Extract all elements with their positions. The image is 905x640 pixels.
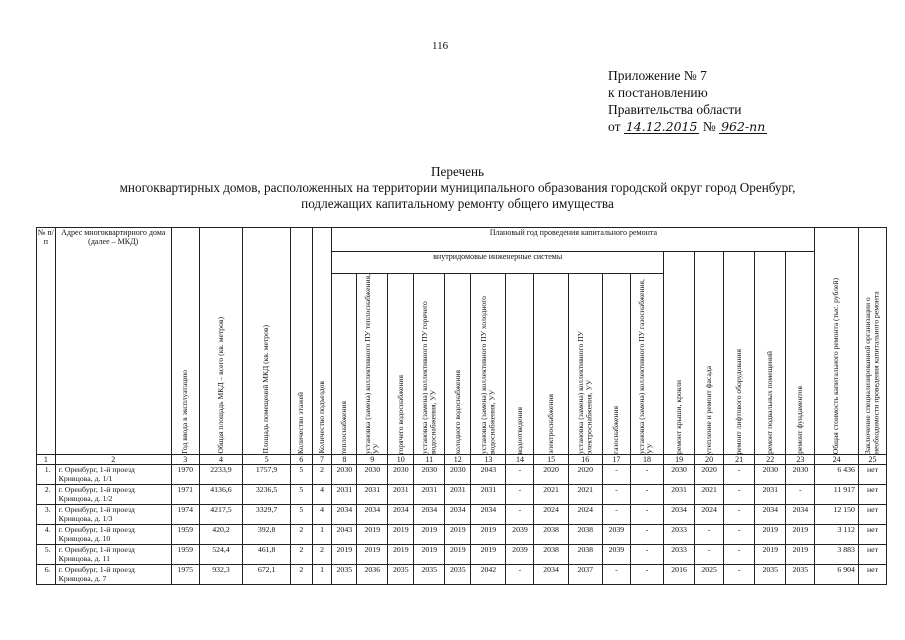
table-row — [37, 465, 887, 485]
title-line-3: подлежащих капитальному ремонту общего имущества — [301, 196, 614, 211]
table-cell: 2035 — [388, 565, 414, 585]
table-cell: 12 150 — [815, 505, 859, 525]
header-year-built: Год ввода в эксплуатацию — [179, 370, 189, 454]
table-cell: 2034 — [534, 565, 568, 585]
table-cell: 1. — [37, 465, 56, 485]
header-c15-cell — [534, 274, 568, 455]
table-cell: - — [630, 485, 663, 505]
table-cell: 2039 — [506, 545, 534, 565]
header-electricity-meter: установка (замена) коллективного ПУ электроснабжения, УУ — [575, 330, 594, 454]
header-elevator: ремонт лифтового оборудования — [733, 348, 743, 454]
handwritten-number: 962-пп — [721, 119, 766, 134]
table-cell: 1 — [312, 565, 332, 585]
table-row — [37, 485, 887, 505]
table-cell: - — [506, 465, 534, 485]
header-drainage: водоотведения — [514, 406, 524, 454]
table-cell: нет — [858, 485, 886, 505]
table-cell: 2030 — [755, 465, 786, 485]
table-cell: 1970 — [171, 465, 199, 485]
table-cell: - — [786, 485, 815, 505]
table-cell: - — [695, 525, 724, 545]
header-entrances-cell — [312, 228, 332, 455]
table-cell: 2. — [37, 485, 56, 505]
table-cell: - — [602, 565, 630, 585]
header-c18-cell — [630, 274, 663, 455]
header-gas-meter: установка (замена) коллективного ПУ газоснабжения, УУ — [637, 279, 655, 454]
table-cell: 2 — [312, 545, 332, 565]
table-cell: 2030 — [357, 465, 388, 485]
header-c8-cell — [332, 274, 357, 455]
table-cell: 1959 — [171, 525, 199, 545]
table-cell: 4 — [312, 505, 332, 525]
table-cell: 3236,5 — [243, 485, 291, 505]
title-line-1: Перечень — [430, 164, 485, 179]
table-cell: - — [695, 545, 724, 565]
table-cell: 2037 — [568, 565, 602, 585]
table-cell: нет — [858, 525, 886, 545]
table-cell: 5 — [290, 465, 312, 485]
table-cell: 2019 — [755, 525, 786, 545]
appendix-line-2: к постановлению — [608, 85, 708, 100]
table-cell: 2024 — [568, 505, 602, 525]
table-cell: - — [724, 505, 755, 525]
table-cell: 2031 — [445, 485, 471, 505]
table-cell: - — [724, 485, 755, 505]
table-cell: - — [724, 565, 755, 585]
table-cell: 2043 — [471, 465, 506, 485]
table-cell: 4136,6 — [199, 485, 243, 505]
table-cell: 4217,5 — [199, 505, 243, 525]
table-cell: - — [630, 505, 663, 525]
table-cell: - — [630, 525, 663, 545]
table-cell: 2 — [290, 525, 312, 545]
address-cell: г. Оренбург, 1-й проезд Кривцова, д. 1/2 — [55, 485, 171, 505]
table-row — [37, 565, 887, 585]
table-cell: 2034 — [471, 505, 506, 525]
header-foundation-cell — [786, 252, 815, 455]
table-cell: 2034 — [755, 505, 786, 525]
table-cell: 2024 — [695, 505, 724, 525]
appendix-number-label: № — [702, 119, 716, 134]
table-cell: 2031 — [755, 485, 786, 505]
table-cell: 2035 — [755, 565, 786, 585]
header-engineering-systems: внутридомовые инженерные системы — [332, 252, 664, 274]
table-body — [37, 465, 887, 585]
table-cell: 1971 — [171, 485, 199, 505]
header-electricity: электроснабжения — [545, 394, 555, 454]
header-hot-water: горячего водоснабжения — [395, 374, 405, 454]
header-facade-cell — [695, 252, 724, 455]
table-cell: 2019 — [357, 545, 388, 565]
table-cell: 2035 — [445, 565, 471, 585]
header-c13-cell — [471, 274, 506, 455]
header-total-area: Общая площадь МКД – всего (кв. метров) — [215, 317, 225, 454]
table-cell: 2031 — [414, 485, 445, 505]
header-c10-cell — [388, 274, 414, 455]
page-number: 116 — [432, 40, 449, 52]
table-cell: 2019 — [414, 525, 445, 545]
header-c14-cell — [506, 274, 534, 455]
column-number: 15 — [534, 455, 568, 465]
header-c16-cell — [568, 274, 602, 455]
table-cell: 2019 — [388, 525, 414, 545]
header-conclusion: Заключение специализированной организации о необходимости проведения капитального ремонта — [862, 291, 881, 454]
table-cell: 2031 — [357, 485, 388, 505]
table-cell: 2019 — [445, 545, 471, 565]
table-cell: 1974 — [171, 505, 199, 525]
header-cost: Общая стоимость капитального ремонта (тыс. рублей) — [831, 277, 841, 454]
table-cell: - — [630, 545, 663, 565]
table-cell: 11 917 — [815, 485, 859, 505]
table-cell: - — [630, 465, 663, 485]
column-number: 6 — [290, 455, 312, 465]
table-cell: нет — [858, 545, 886, 565]
address-cell: г. Оренбург, 1-й проезд Кривцова, д. 7 — [55, 565, 171, 585]
column-number: 13 — [471, 455, 506, 465]
header-basement: ремонт подвальных помещений — [765, 351, 775, 454]
table-cell: 2016 — [664, 565, 695, 585]
column-number: 1 — [37, 455, 56, 465]
table-cell: нет — [858, 565, 886, 585]
column-number: 22 — [755, 455, 786, 465]
table-row — [37, 505, 887, 525]
header-c11-cell — [414, 274, 445, 455]
table-cell: - — [724, 465, 755, 485]
table-cell: 2039 — [506, 525, 534, 545]
header-total-area-cell — [199, 228, 243, 455]
table-cell: 2019 — [332, 545, 357, 565]
column-number: 12 — [445, 455, 471, 465]
table-cell: 2030 — [786, 465, 815, 485]
table-cell: 2034 — [332, 505, 357, 525]
table-row — [37, 545, 887, 565]
table-cell: 5 — [290, 485, 312, 505]
table-cell: - — [602, 505, 630, 525]
address-cell: г. Оренбург, 1-й проезд Кривцова, д. 1/1 — [55, 465, 171, 485]
table-cell: 2034 — [388, 505, 414, 525]
header-heating: теплоснабжения — [339, 400, 349, 454]
column-number: 23 — [786, 455, 815, 465]
table-row — [37, 525, 887, 545]
table-cell: - — [630, 565, 663, 585]
table-cell: 2019 — [786, 545, 815, 565]
table-cell: 2030 — [388, 465, 414, 485]
table-cell: 2034 — [445, 505, 471, 525]
column-numbers-row — [37, 455, 887, 465]
table-cell: 2034 — [414, 505, 445, 525]
header-c9-cell — [357, 274, 388, 455]
table-cell: 2031 — [471, 485, 506, 505]
table-cell: 672,1 — [243, 565, 291, 585]
table-cell: 2019 — [445, 525, 471, 545]
appendix-line-1: Приложение № 7 — [608, 68, 707, 83]
column-number: 21 — [724, 455, 755, 465]
header-no: № п/п — [37, 228, 56, 455]
column-number: 7 — [312, 455, 332, 465]
appendix-line-4 — [608, 118, 767, 135]
table-cell: 2021 — [534, 485, 568, 505]
table-cell: 2031 — [332, 485, 357, 505]
header-heating-meter: установка (замена) коллективного ПУ теплоснабжения, УУ — [362, 274, 381, 454]
table-cell: 2030 — [332, 465, 357, 485]
table-cell: 420,2 — [199, 525, 243, 545]
appendix-date-prefix: от — [608, 119, 621, 134]
appendix-line-3: Правительства области — [608, 102, 742, 117]
table-cell: 2021 — [695, 485, 724, 505]
table-cell: 2035 — [786, 565, 815, 585]
table-cell: 2036 — [357, 565, 388, 585]
column-number: 10 — [388, 455, 414, 465]
table-cell: 2030 — [414, 465, 445, 485]
table-cell: 932,3 — [199, 565, 243, 585]
table-cell: 2 — [290, 545, 312, 565]
table-cell: нет — [858, 505, 886, 525]
header-cold-water-meter: установка (замена) коллективного ПУ холодного водоснабжения, УУ — [478, 296, 497, 454]
column-number: 20 — [695, 455, 724, 465]
header-cost-cell — [815, 228, 859, 455]
table-cell: 2 — [312, 465, 332, 485]
address-cell: г. Оренбург, 1-й проезд Кривцова, д. 1/3 — [55, 505, 171, 525]
table-cell: 2024 — [534, 505, 568, 525]
column-number: 16 — [568, 455, 602, 465]
table-cell: 1959 — [171, 545, 199, 565]
header-premises-area: Площадь помещений МКД (кв. метров) — [261, 325, 271, 454]
column-number: 14 — [506, 455, 534, 465]
table-cell: 2019 — [388, 545, 414, 565]
header-floors: Количество этажей — [296, 391, 306, 454]
table-cell: 1975 — [171, 565, 199, 585]
header-basement-cell — [755, 252, 786, 455]
header-roof: ремонт крыши, кровли — [673, 380, 683, 454]
table-cell: 2020 — [534, 465, 568, 485]
table-cell: 392,8 — [243, 525, 291, 545]
address-cell: г. Оренбург, 1-й проезд Кривцова, д. 10 — [55, 525, 171, 545]
table-cell: - — [506, 505, 534, 525]
address-cell: г. Оренбург, 1-й проезд Кривцова, д. 11 — [55, 545, 171, 565]
table-cell: 3329,7 — [243, 505, 291, 525]
column-number: 24 — [815, 455, 859, 465]
table-cell: - — [724, 525, 755, 545]
column-number: 5 — [243, 455, 291, 465]
table-cell: 2039 — [602, 525, 630, 545]
table-cell: 2038 — [568, 525, 602, 545]
table-cell: 2038 — [534, 525, 568, 545]
header-year-built-cell — [171, 228, 199, 455]
table-cell: 5 — [290, 505, 312, 525]
table-cell: - — [724, 545, 755, 565]
table-cell: 524,4 — [199, 545, 243, 565]
column-number: 18 — [630, 455, 663, 465]
column-number: 4 — [199, 455, 243, 465]
table-cell: 2034 — [786, 505, 815, 525]
appendix-block — [608, 67, 767, 135]
handwritten-date: 14.12.2015 — [625, 119, 698, 134]
table-cell: 2033 — [664, 545, 695, 565]
table-cell: 2 — [290, 565, 312, 585]
table-cell: 2043 — [332, 525, 357, 545]
header-hot-water-meter: установка (замена) коллективного ПУ горячего водоснабжения, УУ — [419, 301, 438, 454]
table-cell: - — [602, 485, 630, 505]
table-cell: - — [506, 565, 534, 585]
table-cell: - — [506, 485, 534, 505]
header-elevator-cell — [724, 252, 755, 455]
table-cell: 2025 — [695, 565, 724, 585]
column-number: 3 — [171, 455, 199, 465]
table-cell: 2035 — [332, 565, 357, 585]
header-conclusion-cell — [858, 228, 886, 455]
header-cold-water: холодного водоснабжения — [452, 369, 462, 454]
table-cell: 2030 — [664, 465, 695, 485]
table-cell: 6 436 — [815, 465, 859, 485]
document-title — [40, 164, 875, 212]
table-cell: 2019 — [755, 545, 786, 565]
table-cell: 2019 — [471, 545, 506, 565]
table-cell: 2035 — [414, 565, 445, 585]
table-cell: 4 — [312, 485, 332, 505]
table-cell: 1 — [312, 525, 332, 545]
header-entrances: Количество подъездов — [316, 381, 326, 454]
header-address: Адрес многоквартирного дома (далее – МКД) — [55, 228, 171, 455]
table-cell: 2020 — [695, 465, 724, 485]
table-cell: 2031 — [664, 485, 695, 505]
table-cell: 4. — [37, 525, 56, 545]
table-cell: 1757,9 — [243, 465, 291, 485]
column-number: 2 — [55, 455, 171, 465]
table-cell: 5. — [37, 545, 56, 565]
column-number: 19 — [664, 455, 695, 465]
table-cell: 2039 — [602, 545, 630, 565]
table-cell: 2019 — [786, 525, 815, 545]
houses-table — [36, 227, 887, 585]
table-cell: 3. — [37, 505, 56, 525]
header-c17-cell — [602, 274, 630, 455]
column-number: 25 — [858, 455, 886, 465]
table-cell: 2031 — [388, 485, 414, 505]
header-foundation: ремонт фундаментов — [795, 386, 805, 454]
table-cell: 2020 — [568, 465, 602, 485]
header-gas: газоснабжения — [611, 405, 621, 454]
column-number: 8 — [332, 455, 357, 465]
column-number: 11 — [414, 455, 445, 465]
table-cell: 2233,9 — [199, 465, 243, 485]
table-cell: 6 904 — [815, 565, 859, 585]
header-facade: утепление и ремонт фасада — [703, 365, 713, 454]
title-line-2: многоквартирных домов, расположенных на территории муниципального образования городской округ город Оренбург, — [119, 180, 796, 195]
header-planned-year: Плановый год проведения капитального ремонта — [332, 228, 815, 252]
table-cell: 2019 — [414, 545, 445, 565]
table-cell: нет — [858, 465, 886, 485]
table-cell: 2019 — [357, 525, 388, 545]
table-cell: 2038 — [534, 545, 568, 565]
column-number: 17 — [602, 455, 630, 465]
table-cell: 3 883 — [815, 545, 859, 565]
header-c12-cell — [445, 274, 471, 455]
header-floors-cell — [290, 228, 312, 455]
table-cell: 2030 — [445, 465, 471, 485]
table-cell: 2033 — [664, 525, 695, 545]
table-cell: 2034 — [357, 505, 388, 525]
column-number: 9 — [357, 455, 388, 465]
table-cell: 461,8 — [243, 545, 291, 565]
header-roof-cell — [664, 252, 695, 455]
table-cell: 3 112 — [815, 525, 859, 545]
table-cell: 6. — [37, 565, 56, 585]
table-cell: 2042 — [471, 565, 506, 585]
table-cell: 2021 — [568, 485, 602, 505]
table-cell: 2019 — [471, 525, 506, 545]
table-cell: - — [602, 465, 630, 485]
header-premises-area-cell — [243, 228, 291, 455]
table-cell: 2038 — [568, 545, 602, 565]
table-cell: 2034 — [664, 505, 695, 525]
